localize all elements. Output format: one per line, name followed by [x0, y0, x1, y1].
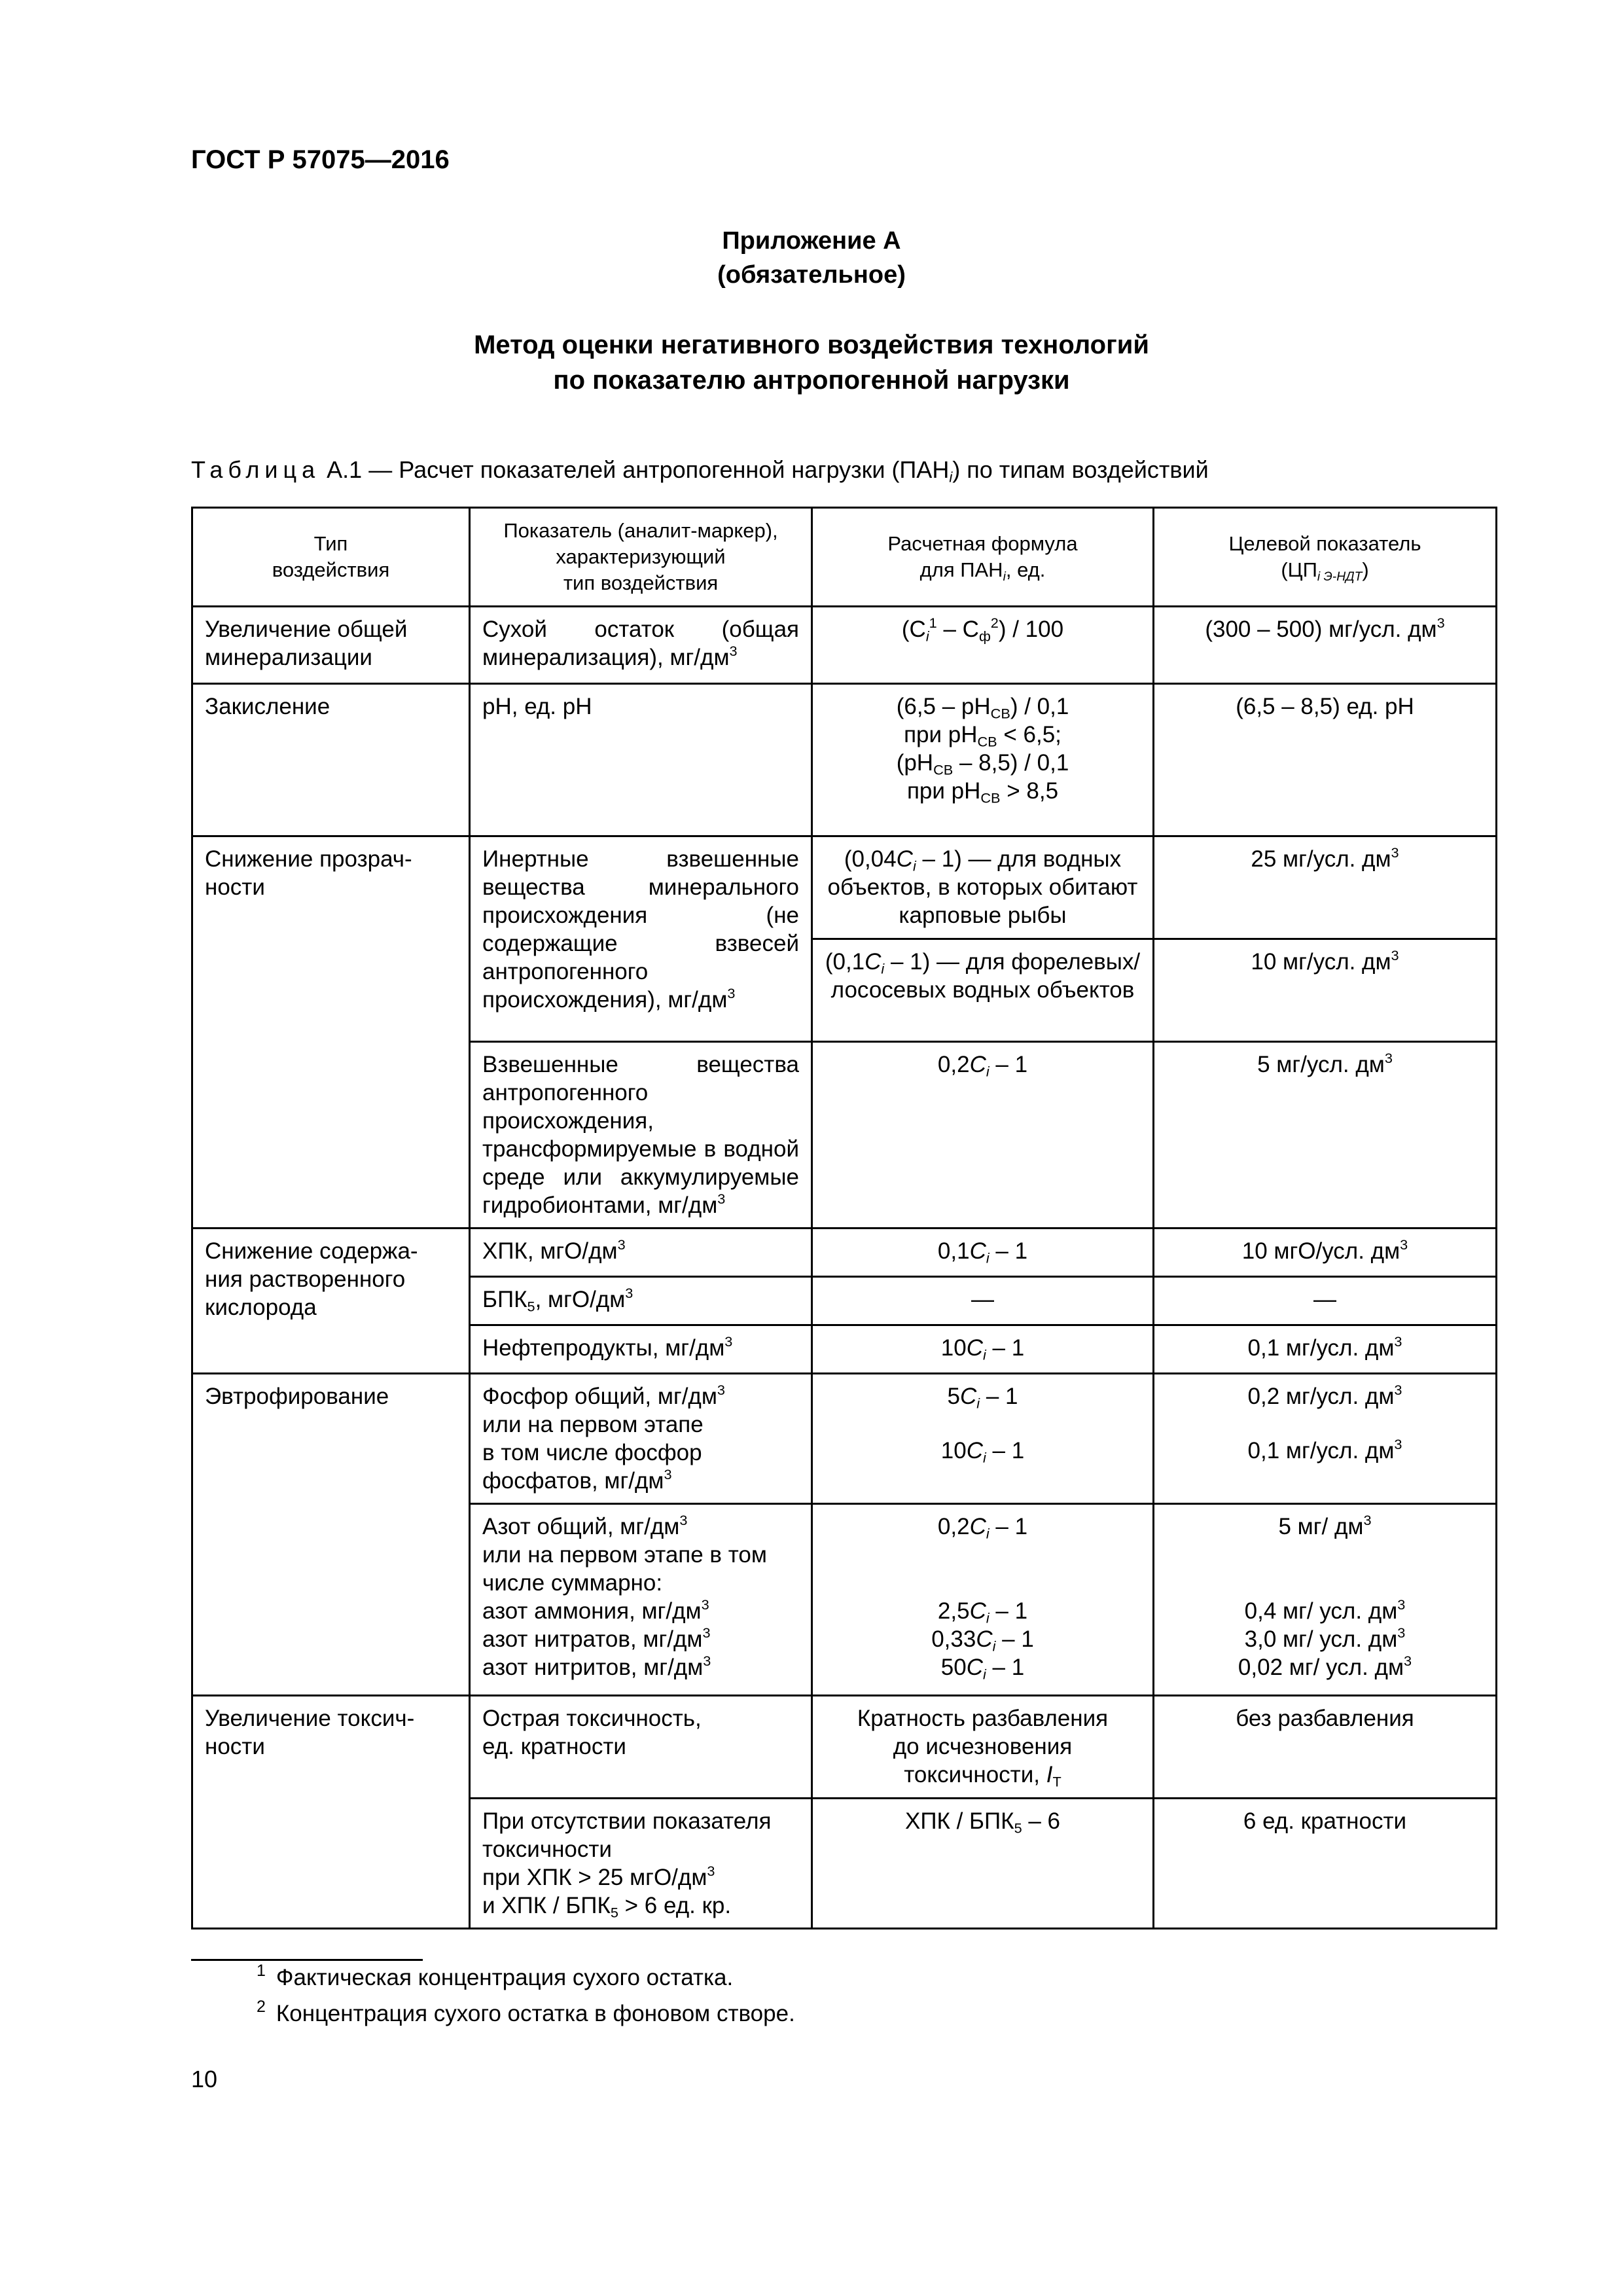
header-target: Целевой показатель $(ЦП_{i Э-НДТ})$ — [1154, 508, 1497, 607]
caption-dash: — — [368, 456, 393, 483]
target-cell: 5 мг/усл. $дм^3$ — [1154, 1042, 1497, 1229]
footnote-2: $^2$ Концентрация сухого остатка в фоновом створе. — [257, 1998, 795, 2026]
formula-cell: $(6,5 - pH_{СВ}) / 0,1$ при $pH_{СВ} < 6,5$; $(pH_{СВ} - 8,5) / 0,1$ при $pH_{СВ} > 8,5$ — [812, 684, 1154, 836]
formula-cell: Кратность разбавления до исчезновения токсичности, $I_T$ — [812, 1696, 1154, 1799]
caption-number: А.1 — [327, 456, 363, 483]
type-cell: Снижение прозрач- ности — [192, 836, 470, 1229]
calculation-table — [191, 507, 1497, 1929]
indicator-cell: Острая токсичность, ед. кратности — [470, 1696, 812, 1799]
target-cell: 10 мг/усл. $дм^3$ — [1154, 939, 1497, 1042]
indicator-cell: $БПК_5$, мгО/$дм^3$ — [470, 1277, 812, 1325]
target-cell: 25 мг/усл. $дм^3$ — [1154, 836, 1497, 939]
formula-cell: — — [812, 1277, 1154, 1325]
caption-text: Расчет показателей антропогенной нагрузки (ПАН — [399, 456, 950, 483]
indicator-cell: ХПК, мгО/$дм^3$ — [470, 1229, 812, 1277]
type-cell: Увеличение общей минерализации — [192, 607, 470, 684]
appendix-title: Приложение А — [722, 227, 901, 255]
header-type: Тип воздействия — [192, 508, 470, 607]
method-title — [0, 327, 1623, 398]
target-cell: без разбавления — [1154, 1696, 1497, 1799]
formula-cell: $10C_i - 1$ — [812, 1325, 1154, 1374]
target-cell: (6,5 – 8,5) ед. pH — [1154, 684, 1497, 836]
formula-cell: $(С_i^1 - С_ф^2) / 100$ — [812, 607, 1154, 684]
indicator-cell: Инертные взвешенные вещества минерального происхождения (не содержащие взвесей антропогенного происхождения), $мг/дм^3$ — [470, 836, 812, 1042]
formula-cell: $(0,1C_i - 1)$ — для форелевых/лососевых водных объектов — [812, 939, 1154, 1042]
formula-cell: $5C_i - 1$ $10C_i - 1$ — [812, 1374, 1154, 1504]
indicator-cell: Взвешенные вещества антропогенного происхождения, трансформируемые в водной среде или аккумулируемые гидробионтами, $мг/дм^3$ — [470, 1042, 812, 1229]
table-row — [192, 607, 1497, 684]
caption-tail: ) по типам воздействий — [952, 456, 1209, 483]
table-row — [192, 1229, 1497, 1277]
table-row — [192, 836, 1497, 939]
target-cell: (300 – 500) мг/усл. $дм^3$ — [1154, 607, 1497, 684]
indicator-cell: Азот общий, $мг/дм^3$ или на первом этапе в том числе суммарно: азот аммония, $мг/дм^3$ азот нитратов, $мг/дм^3$ азот нитритов, $мг/дм^3$ — [470, 1504, 812, 1696]
appendix-heading — [0, 224, 1623, 292]
table-row — [192, 1374, 1497, 1504]
formula-cell: ХПК / $БПК_5 - 6$ — [812, 1799, 1154, 1929]
type-cell: Эвтрофирование — [192, 1374, 470, 1696]
type-cell: Закисление — [192, 684, 470, 836]
target-cell: — — [1154, 1277, 1497, 1325]
type-cell: Снижение содержа- ния растворенного кислорода — [192, 1229, 470, 1374]
method-title-line-2: по показателю антропогенной нагрузки — [553, 366, 1070, 395]
formula-cell: $0,1C_i - 1$ — [812, 1229, 1154, 1277]
appendix-status: (обязательное) — [717, 261, 906, 289]
indicator-cell: pH, ед. pH — [470, 684, 812, 836]
formula-cell: $0,2C_i - 1$ $2,5C_i - 1$ $0,33C_i - 1$ $50C_i - 1$ — [812, 1504, 1154, 1696]
type-cell: Увеличение токсич- ности — [192, 1696, 470, 1929]
page-number: 10 — [191, 2066, 218, 2092]
header-indicator: Показатель (аналит-маркер), характеризующий тип воздействия — [470, 508, 812, 607]
target-cell: 0,2 мг/усл. $дм^3$ 0,1 мг/усл. $дм^3$ — [1154, 1374, 1497, 1504]
page-header: ГОСТ Р 57075—2016 — [191, 145, 450, 174]
indicator-cell: Нефтепродукты, $мг/дм^3$ — [470, 1325, 812, 1374]
caption-prefix: Таблица — [191, 456, 321, 483]
indicator-cell: Сухой остаток (общая минерализация), $мг/дм^3$ — [470, 607, 812, 684]
target-cell: 10 мгО/усл. $дм^3$ — [1154, 1229, 1497, 1277]
table-row — [192, 684, 1497, 836]
indicator-cell: Фосфор общий, $мг/дм^3$ или на первом этапе в том числе фосфор фосфатов, $мг/дм^3$ — [470, 1374, 812, 1504]
table-header-row — [192, 508, 1497, 607]
target-cell: 5 мг/ $дм^3$ 0,4 мг/ усл. $дм^3$ 3,0 мг/ усл. $дм^3$ 0,02 мг/ усл. $дм^3$ — [1154, 1504, 1497, 1696]
formula-cell: $0,2C_i - 1$ — [812, 1042, 1154, 1229]
table-caption — [191, 456, 1209, 484]
footnote-1: $^1$ Фактическая концентрация сухого остатка. — [257, 1962, 734, 1990]
header-formula: Расчетная формула для $ПАН_i$, ед. — [812, 508, 1154, 607]
caption-sub: i — [949, 469, 953, 486]
method-title-line-1: Метод оценки негативного воздействия технологий — [474, 331, 1149, 359]
formula-cell: $(0,04C_i - 1)$ — для водных объектов, в которых обитают карповые рыбы — [812, 836, 1154, 939]
indicator-cell: При отсутствии показателя токсичности при ХПК > 25 мгО/$дм^3$ и ХПК / $БПК_5 > 6$ ед. кр. — [470, 1799, 812, 1929]
table-row — [192, 1696, 1497, 1799]
target-cell: 0,1 мг/усл. $дм^3$ — [1154, 1325, 1497, 1374]
target-cell: 6 ед. кратности — [1154, 1799, 1497, 1929]
footnote-separator — [191, 1959, 423, 1961]
